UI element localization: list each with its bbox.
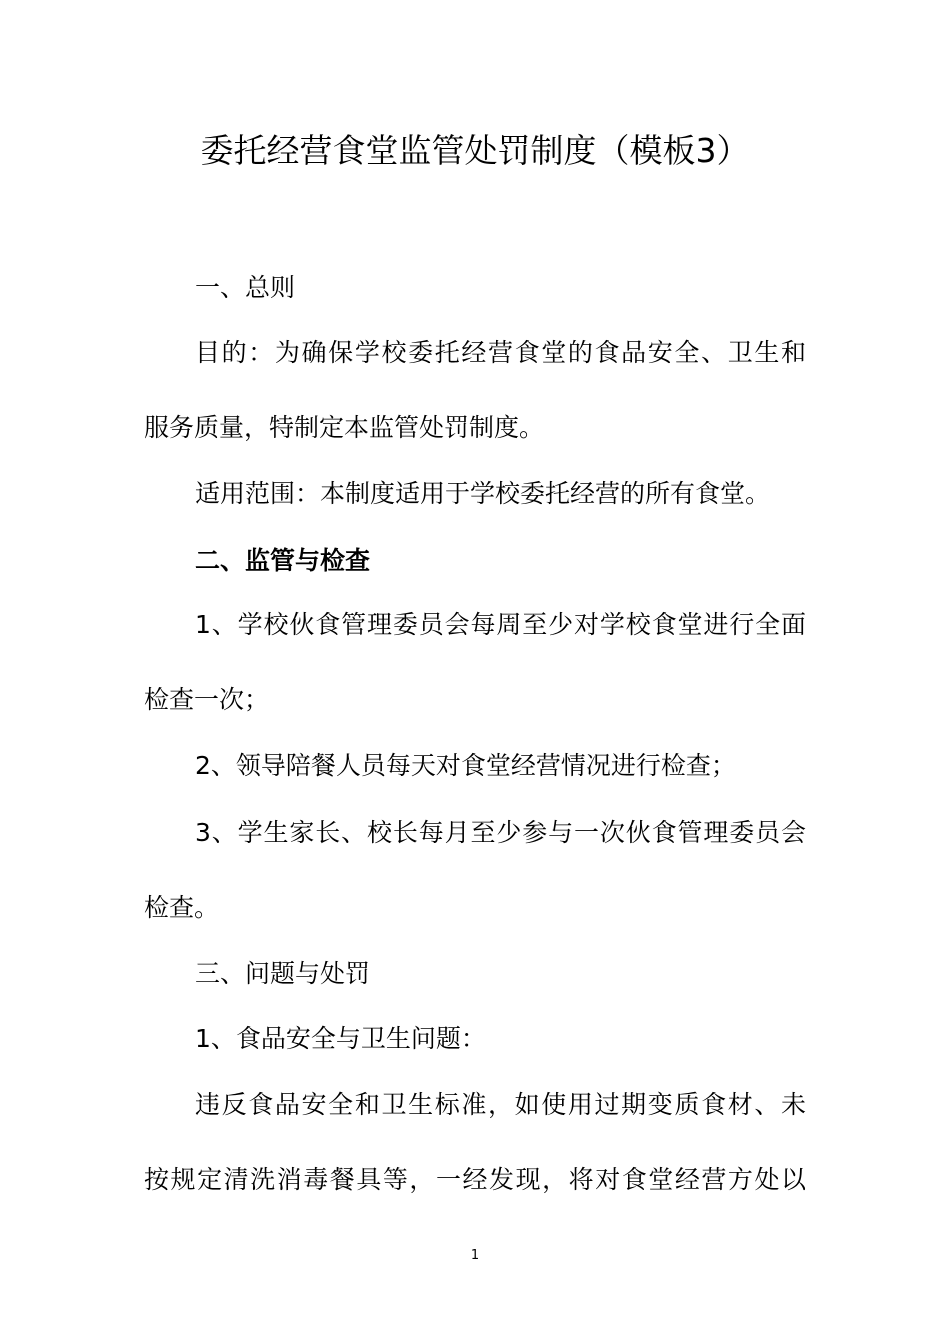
paragraph-line: 检查一次； (144, 685, 270, 714)
paragraph-line: 检查。 (144, 893, 220, 922)
paragraph-line: 违反食品安全和卫生标准，如使用过期变质食材、未 (195, 1090, 806, 1119)
section-heading-general: 一、总则 (195, 273, 296, 302)
paragraph-line: 2、领导陪餐人员每天对食堂经营情况进行检查； (195, 751, 736, 780)
document-title: 委托经营食堂监管处罚制度（模板3） (200, 131, 750, 170)
paragraph-line: 适用范围：本制度适用于学校委托经营的所有食堂。 (195, 479, 771, 508)
section-heading-supervision: 二、监管与检查 (195, 546, 371, 575)
paragraph-line: 1、学校伙食管理委员会每周至少对学校食堂进行全面 (195, 610, 806, 639)
paragraph-line: 1、食品安全与卫生问题： (195, 1024, 486, 1053)
paragraph-line: 服务质量，特制定本监管处罚制度。 (144, 413, 545, 442)
paragraph-line: 3、学生家长、校长每月至少参与一次伙食管理委员会 (195, 818, 806, 847)
section-heading-penalties: 三、问题与处罚 (195, 959, 371, 988)
paragraph-line: 按规定清洗消毒餐具等，一经发现，将对食堂经营方处以 (144, 1165, 806, 1194)
page-number: 1 (470, 1248, 480, 1263)
paragraph-line: 目的：为确保学校委托经营食堂的食品安全、卫生和 (195, 338, 806, 367)
